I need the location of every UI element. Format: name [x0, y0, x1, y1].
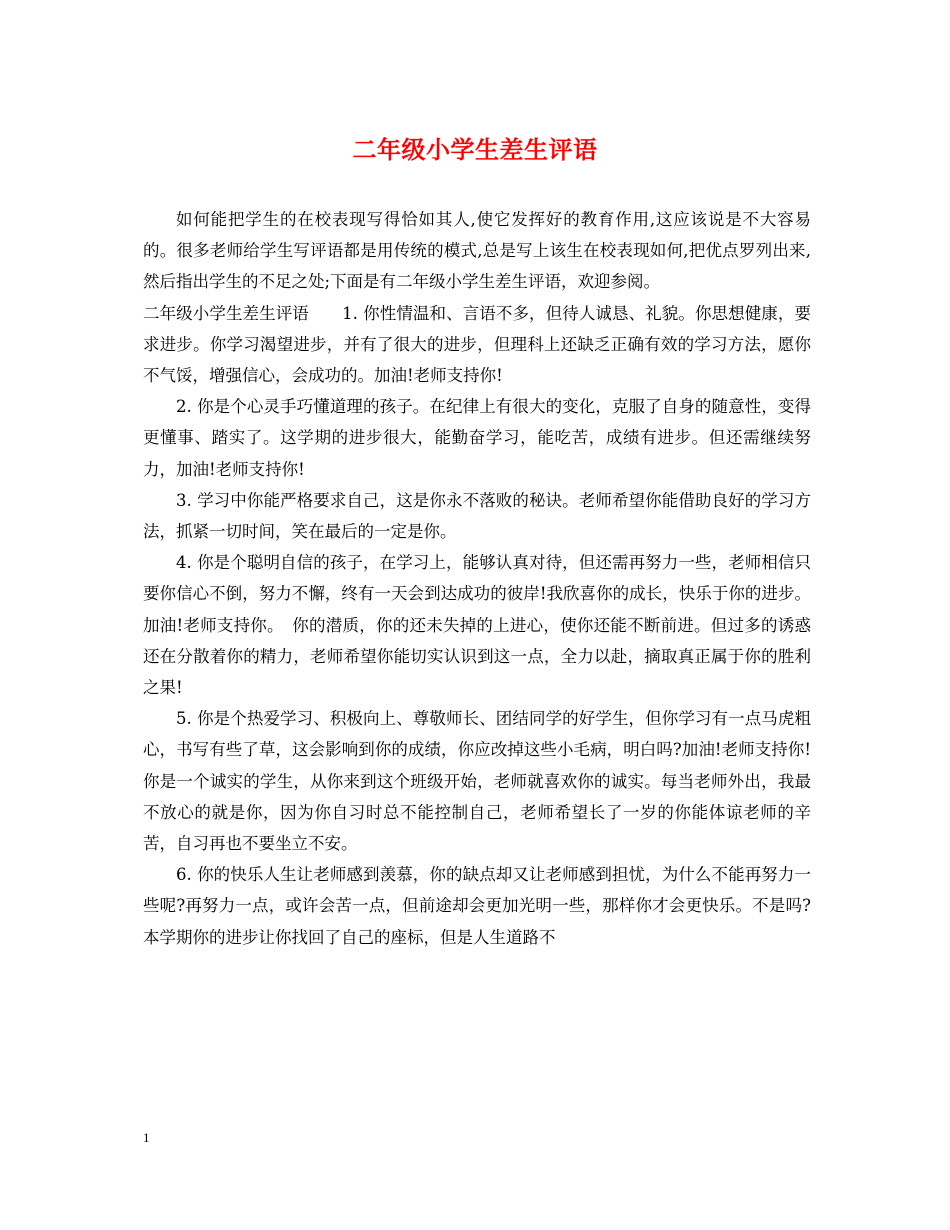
document-body	[143, 204, 828, 953]
subheading-item-1: 二年级小学生差生评语 1. 你性情温和、言语不多，但待人诚恳、礼貌。你思想健康，要求进步。你学习渴望进步，并有了很大的进步，但理科上还缺乏正确有效的学习方法，愿你不气馁，增强信心，会成功的。加油!老师支持你!	[143, 303, 811, 386]
comment-item-6: 6. 你的快乐人生让老师感到羡慕，你的缺点却又让老师感到担忧，为什么不能再努力一些呢?再努力一点，或许会苦一点，但前途却会更加光明一些，那样你才会更快乐。不是吗? 本学期你的进步让你找回了自己的座标，但是人生道路不	[143, 865, 811, 947]
comment-item-2: 2. 你是个心灵手巧懂道理的孩子。在纪律上有很大的变化，克服了自身的随意性，变得更懂事、踏实了。这学期的进步很大，能勤奋学习，能吃苦，成绩有进步。但还需继续努力，加油!老师支持你!	[143, 397, 811, 479]
page-number: 1	[143, 1130, 150, 1145]
comment-item-5: 5. 你是个热爱学习、积极向上、尊敬师长、团结同学的好学生，但你学习有一点马虎粗心，书写有些了草，这会影响到你的成绩，你应改掉这些小毛病，明白吗?加油!老师支持你! 你是一个诚实的学生，从你来到这个班级开始，老师就喜欢你的诚实。每当老师外出，我最不放心的就是你，因为你自习时总不能控制自己，老师希望长了一岁的你能体谅老师的辛苦，自习再也不要坐立不安。	[143, 709, 828, 854]
document-title: 二年级小学生差生评语	[352, 135, 598, 164]
comment-item-3: 3. 学习中你能严格要求自己，这是你永不落败的秘诀。老师希望你能借助良好的学习方法，抓紧一切时间，笑在最后的一定是你。	[143, 490, 811, 542]
comment-item-4: 4. 你是个聪明自信的孩子，在学习上，能够认真对待，但还需再努力一些，老师相信只要你信心不倒，努力不懈，终有一天会到达成功的彼岸!我欣喜你的成长，快乐于你的进步。加油!老师支持你。 你的潜质，你的还未失掉的上进心，使你还能不断前进。但过多的诱惑还在分散着你的精力，老师希望你能切实认识到这一点，全力以赴，摘取真正属于你的胜利之果!	[143, 553, 811, 698]
intro-paragraph: 如何能把学生的在校表现写得恰如其人,使它发挥好的教育作用,这应该说是不大容易的。很多老师给学生写评语都是用传统的模式,总是写上该生在校表现如何,把优点罗列出来,然后指出学生的不足之处;下面是有二年级小学生差生评语，欢迎参阅。	[143, 210, 811, 292]
